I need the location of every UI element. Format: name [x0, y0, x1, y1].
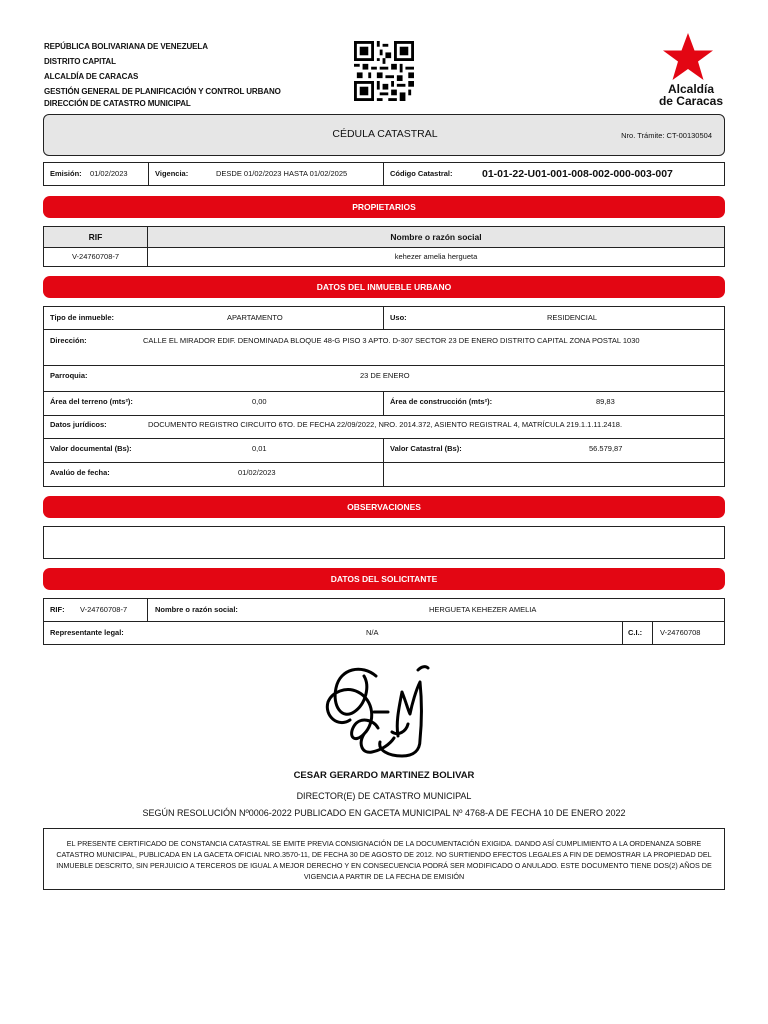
legal-notice-line: EL PRESENTE CERTIFICADO DE CONSTANCIA CATASTRAL SE EMITE PREVIA CONSIGNACIÓN DE LA DOCUMENTACIÓN EXIGIDA. DANDO ASÍ CUMPLIMIENTO A LA ORDENANZA SOBRE: [66, 839, 702, 848]
signer-resolution: SEGÚN RESOLUCIÓN Nº0006-2022 PUBLICADO EN GACETA MUNICIPAL Nº 4768-A DE FECHA 10 DE ENERO 2022: [142, 808, 626, 818]
valor-documental-label: Valor documental (Bs):: [50, 444, 132, 453]
column-header-rif: RIF: [88, 232, 103, 242]
uso-label: Uso:: [390, 313, 407, 322]
inmueble-table: [43, 306, 725, 487]
signature-image: [318, 662, 438, 766]
valor-catastral-label: Valor Catastral (Bs):: [390, 444, 462, 453]
header-line: REPÚBLICA BOLIVARIANA DE VENEZUELA: [44, 42, 208, 51]
logo-text: de Caracas: [658, 94, 724, 108]
signer-name: CESAR GERARDO MARTINEZ BOLIVAR: [293, 770, 475, 781]
vigencia-label: Vigencia:: [155, 169, 189, 178]
solicitante-table: [43, 598, 725, 645]
section-inmueble: DATOS DEL INMUEBLE URBANO: [43, 276, 725, 298]
section-solicitante: DATOS DEL SOLICITANTE: [43, 568, 725, 590]
representante-label: Representante legal:: [50, 628, 124, 637]
solicitante-rif-label: RIF:: [50, 605, 65, 614]
header-line: ALCALDÍA DE CARACAS: [44, 72, 139, 81]
info-row: [43, 162, 725, 186]
avaluo-value: 01/02/2023: [238, 468, 276, 477]
legal-notice-line: INMUEBLE DESCRITO, SIN PERJUICIO A TERCEROS DE IGUAL A MEJOR DERECHO Y EN CONSECUENCIA PODRÁ SER MODIFICADO O ANULADO. ESTE DOCUMENTO TIENE DOS(2) AÑOS DE: [56, 861, 712, 870]
legal-notice-line: VIGENCIA A PARTIR DE LA FECHA DE EMISIÓN: [303, 872, 465, 881]
valor-catastral-value: 56.579,87: [589, 444, 623, 453]
header-line: DISTRITO CAPITAL: [44, 57, 116, 66]
column-header-nombre: Nombre o razón social: [390, 232, 482, 242]
header-line: GESTIÓN GENERAL DE PLANIFICACIÓN Y CONTROL URBANO: [44, 87, 281, 96]
logo-text: Alcaldía: [667, 82, 715, 96]
section-propietarios: PROPIETARIOS: [43, 196, 725, 218]
tramite-number: Nro. Trámite: CT-00130504: [621, 131, 712, 140]
tipo-value: APARTAMENTO: [227, 313, 283, 322]
terreno-value: 0,00: [252, 397, 267, 406]
emision-label: Emisión:: [50, 169, 82, 178]
parroquia-label: Parroquia:: [50, 371, 88, 380]
propietario-rif: V-24760708-7: [71, 252, 120, 261]
ci-label: C.I.:: [628, 628, 643, 637]
parroquia-value: 23 DE ENERO: [360, 371, 410, 380]
page-title: CÉDULA CATASTRAL: [332, 128, 438, 140]
legal-notice-box: [43, 828, 725, 890]
tipo-label: Tipo de inmueble:: [50, 313, 115, 322]
codigo-catastral-value: 01-01-22-U01-001-008-002-000-003-007: [482, 168, 673, 180]
direccion-label: Dirección:: [50, 336, 87, 345]
terreno-label: Área del terreno (mts²):: [50, 397, 133, 406]
juridicos-value: DOCUMENTO REGISTRO CIRCUITO 6TO. DE FECHA 22/09/2022, NRO. 2014.372, ASIENTO REGISTRAL 4, MATRÍCULA 219.1.1.11.2418.: [148, 420, 623, 429]
emision-value: 01/02/2023: [90, 169, 128, 178]
solicitante-nombre-label: Nombre o razón social:: [155, 605, 238, 614]
solicitante-nombre-value: HERGUETA KEHEZER AMELIA: [429, 605, 537, 614]
direccion-value: CALLE EL MIRADOR EDIF. DENOMINADA BLOQUE 48-G PISO 3 APTO. D-307 SECTOR 23 DE ENERO DISTRITO CAPITAL ZONA POSTAL 1030: [143, 336, 640, 345]
codigo-label: Código Catastral:: [390, 169, 453, 178]
alcaldia-logo: [648, 30, 734, 110]
legal-notice-line: CATASTRO MUNICIPAL, PUBLICADA EN LA GACETA OFICIAL NRO.3570-11, DE FECHA 30 DE AGOSTO DE 2012. NO SURTIENDO EFECTOS LEGALES A FIN DE DEMOSTRAR LA PROPIEDAD DEL: [56, 850, 712, 859]
title-box: [43, 114, 725, 156]
vigencia-value: DESDE 01/02/2023 HASTA 01/02/2025: [216, 169, 348, 178]
propietario-nombre: kehezer amelia hergueta: [394, 252, 478, 261]
valor-documental-value: 0,01: [252, 444, 267, 453]
representante-value: N/A: [366, 628, 379, 637]
uso-value: RESIDENCIAL: [547, 313, 598, 322]
construccion-value: 89,83: [596, 397, 615, 406]
signer-role: DIRECTOR(E) DE CATASTRO MUNICIPAL: [296, 791, 472, 801]
qr-code-icon: [354, 40, 414, 102]
section-observaciones: OBSERVACIONES: [43, 496, 725, 518]
construccion-label: Área de construcción (mts²):: [390, 397, 493, 406]
star-icon: [662, 32, 714, 82]
ci-value: V-24760708: [660, 628, 701, 637]
observaciones-box: [43, 526, 725, 559]
juridicos-label: Datos jurídicos:: [50, 420, 107, 429]
header-line: DIRECCIÓN DE CATASTRO MUNICIPAL: [44, 99, 191, 108]
propietarios-table: [43, 226, 725, 267]
avaluo-label: Avalúo de fecha:: [50, 468, 110, 477]
solicitante-rif-value: V-24760708-7: [80, 605, 128, 614]
